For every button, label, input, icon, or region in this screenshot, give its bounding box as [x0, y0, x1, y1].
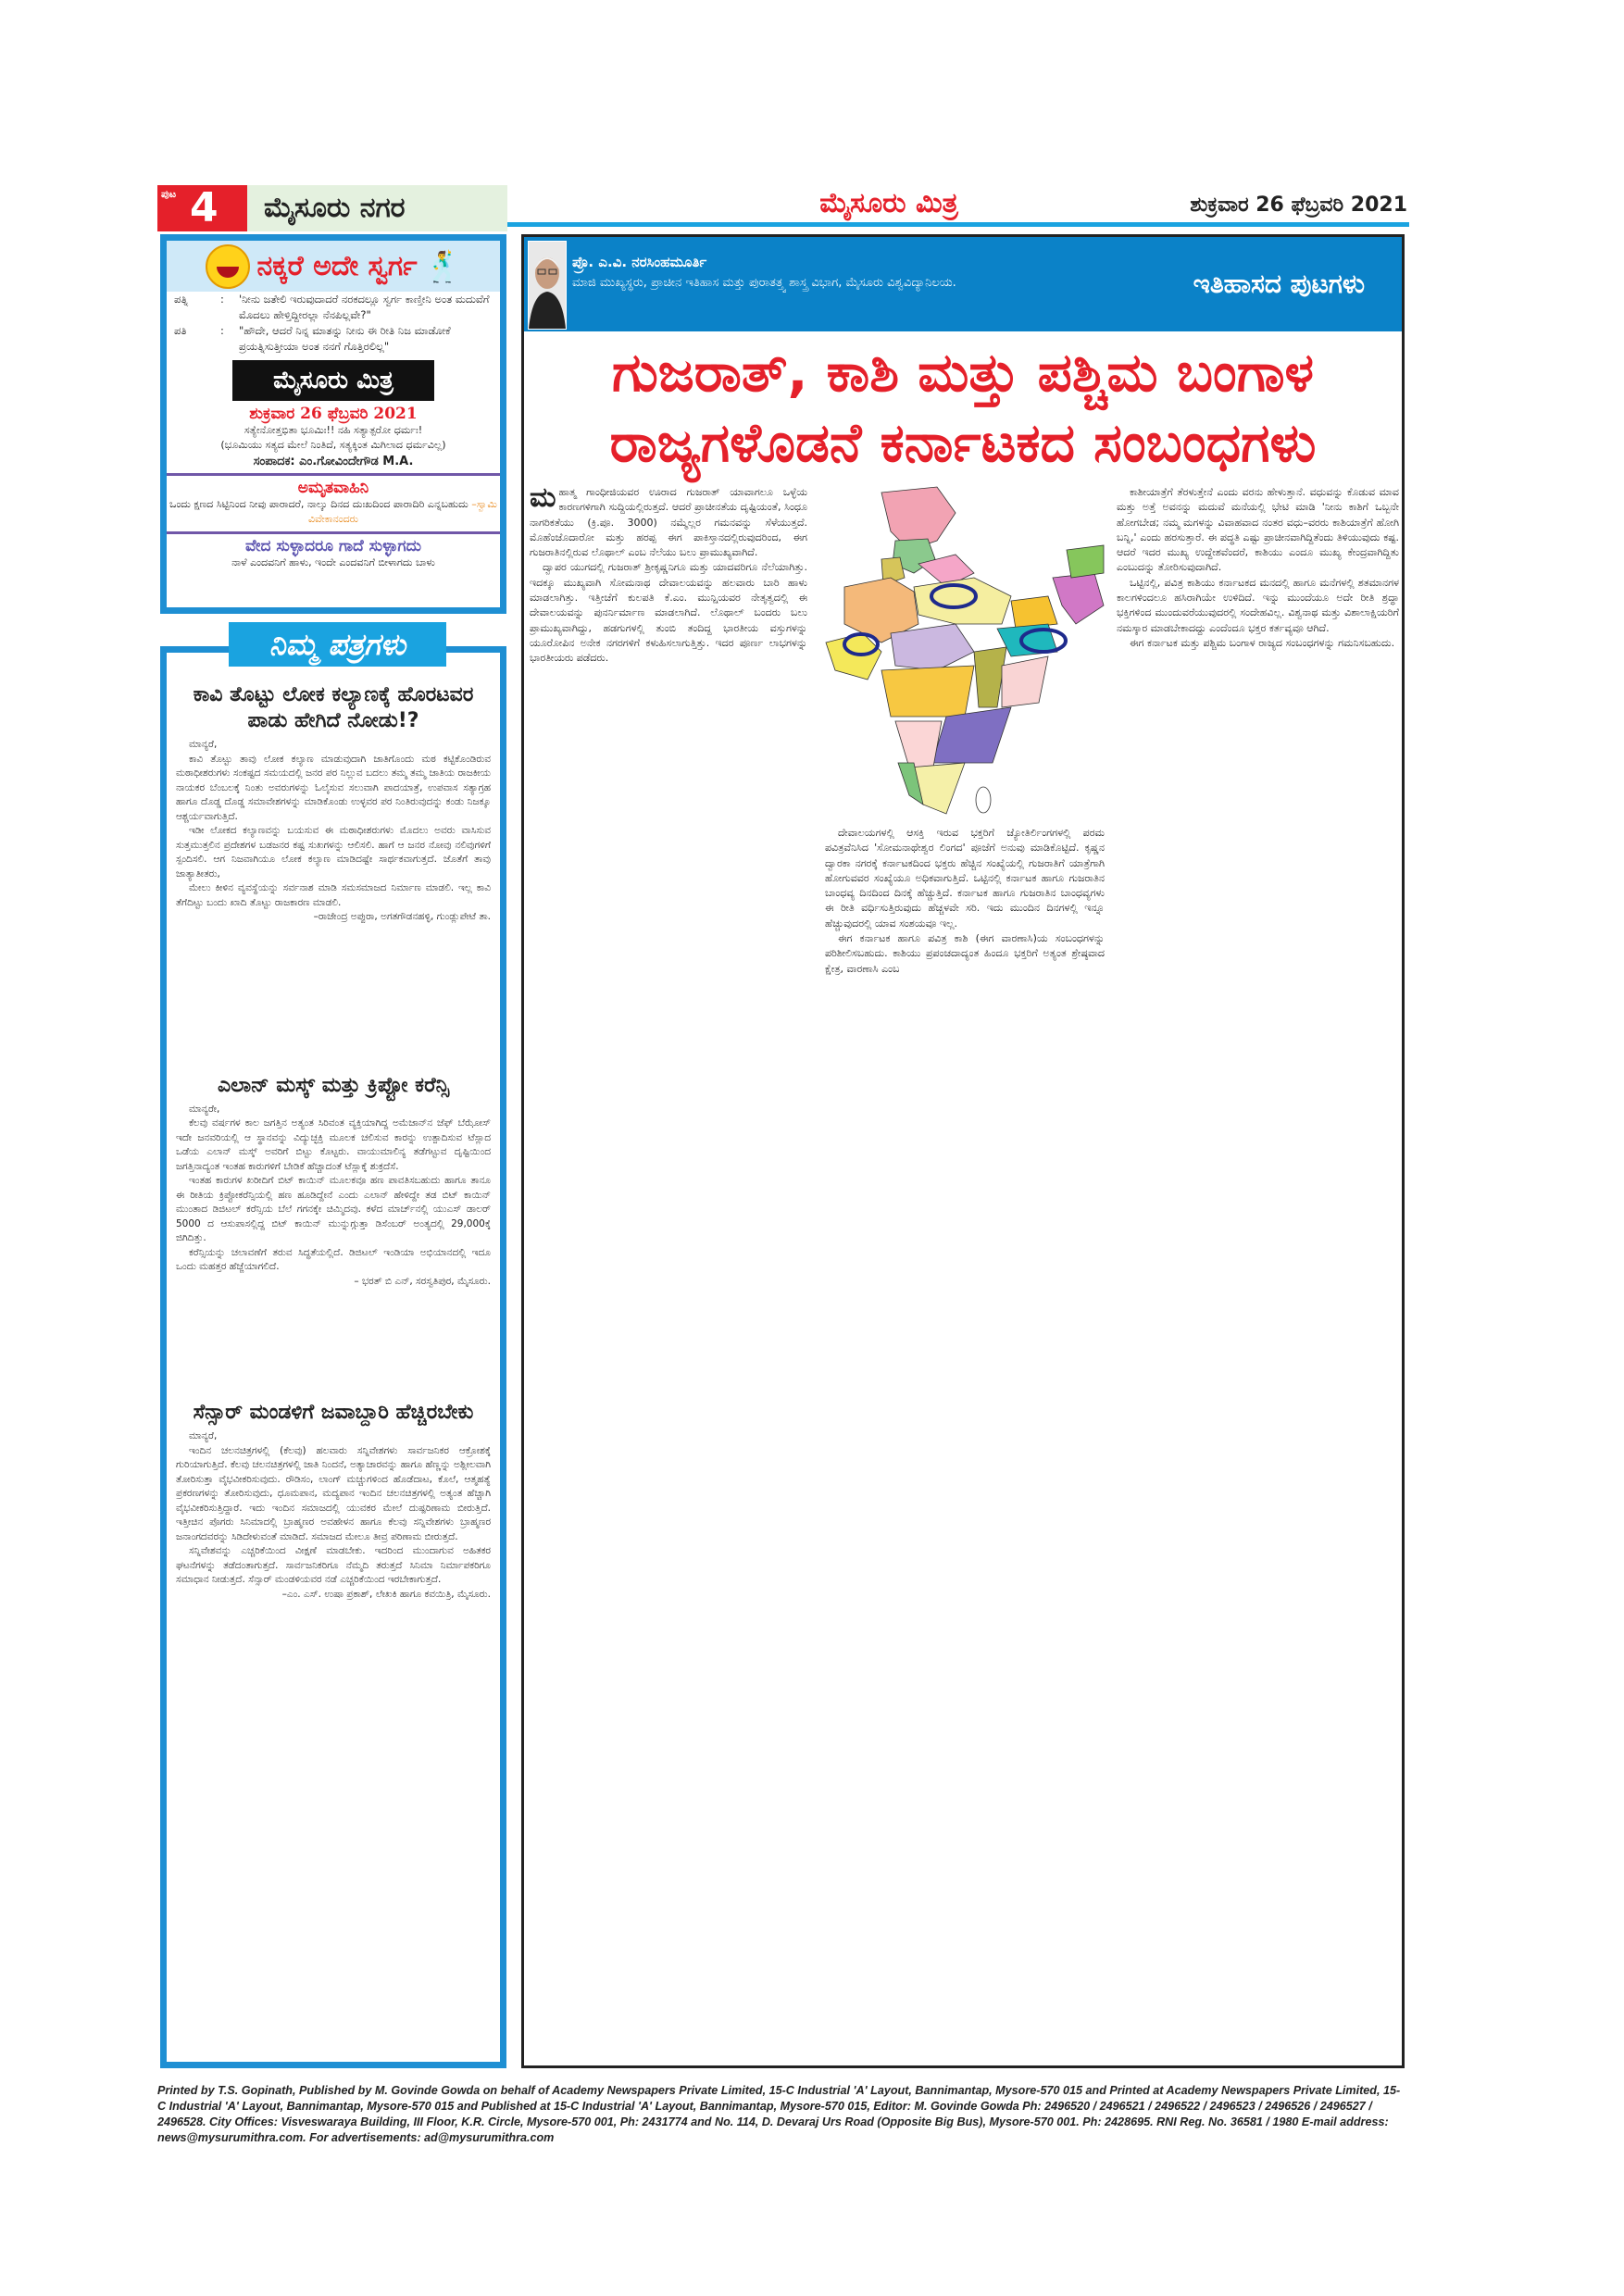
joke-text: "ಹೌದೇ, ಆದರೆ ನಿನ್ನ ಮಾತನ್ನು ನೀನು ಈ ರೀತಿ ನಿಜ ಮಾಡೋಕೆ ಪ್ರಯತ್ನಿಸುತ್ತೀಯಾ ಅಂತ ನನಗೆ ಗೊತ್ತಿರಲಿಲ್ಲ": [239, 324, 451, 353]
letter-paragraph: ಇಂದಿನ ಚಲನಚಿತ್ರಗಳಲ್ಲಿ (ಕೆಲವು) ಹಲವಾರು ಸನ್ನಿವೇಶಗಳು ಸಾರ್ವಜನಿಕರ ಆಕ್ರೋಶಕ್ಕೆ ಗುರಿಯಾಗುತ್ತಿದೆ. ಕೆಲವು ಚಲನಚಿತ್ರಗಳಲ್ಲಿ ಜಾತಿ ನಿಂದನೆ, ಅತ್ಯಾಚಾರವನ್ನು ಹಾಗೂ ಹೆಣ್ಣನ್ನು ಅಶ್ಲೀಲವಾಗಿ ತೋರಿಸುತ್ತಾ ವೈಭವೀಕರಿಸುವುದು. ರೌಡಿಸಂ, ಲಾಂಗ್ ಮಚ್ಚುಗಳಿಂದ ಹೊಡೆದಾಟ, ಕೊಲೆ, ಆತ್ಮಹತ್ಯೆ ಪ್ರಕರಣಗಳನ್ನು ತೋರಿಸುವುದು, ಧೂಮಪಾನ, ಮದ್ಯಪಾನ ಇಂದಿನ ಚಲನಚಿತ್ರಗಳಲ್ಲಿ ಅತ್ಯಂತ ಹೆಚ್ಚಾಗಿ ವೈಭವೀಕರಿಸುತ್ತಿದ್ದಾರೆ. ಇದು ಇಂದಿನ ಸಮಾಜದಲ್ಲಿ ಯುವಕರ ಮೇಲೆ ದುಷ್ಪರಿಣಾಮ ಬೀರುತ್ತಿದೆ. ಇತ್ತೀಚಿನ ಪೊಗರು ಸಿನಿಮಾದಲ್ಲಿ ಬ್ರಾಹ್ಮಣರ ಅವಹೇಳನ ಹಾಗೂ ಕೆಲವು ಸನ್ನಿವೇಶಗಳು ಬ್ರಾಹ್ಮಣರ ಜನಾಂಗದವರನ್ನು ಸಿಡಿದೇಳುವಂತೆ ಮಾಡಿದೆ. ಸಮಾಜದ ಮೇಲೂ ತೀವ್ರ ಪರಿಣಾಮ ಬೀರುತ್ತದೆ.: [176, 1444, 491, 1542]
letter-paragraph: ಕಾವಿ ತೊಟ್ಟು ತಾವು ಲೋಕ ಕಲ್ಯಾಣ ಮಾಡುವುದಾಗಿ ಜಾತಿಗೊಂದು ಮಠ ಕಟ್ಟಿಕೊಂಡಿರುವ ಮಠಾಧೀಶರುಗಳು ಸಂಕಷ್ಟದ ಸಮಯದಲ್ಲಿ ಜನರ ಪರ ನಿಲ್ಲುವ ಬದಲು ತಮ್ಮ ತಮ್ಮ ಜಾತಿಯ ರಾಜಕೀಯ ನಾಯಕರ ಬೆಂಬಲಕ್ಕೆ ನಿಂತು ಅವರುಗಳನ್ನು ಓಲೈಸುವ ಸಲುವಾಗಿ ಪಾದಯಾತ್ರೆ, ಉಪವಾಸ ಸತ್ಯಾಗ್ರಹ ಹಾಗೂ ದೊಡ್ಡ ದೊಡ್ಡ ಸಮಾವೇಶಗಳನ್ನು ಮಾಡಿಕೊಂಡು ಉಳ್ಳವರ ಪರ ನಿಂತಿರುವುದನ್ನು ಕಂಡು ನಿಜಕ್ಕೂ ಆಶ್ಚರ್ಯವಾಗುತ್ತಿದೆ.: [176, 753, 491, 822]
joke-colon: :: [220, 293, 224, 306]
portrait-icon: [529, 242, 566, 329]
joke-colon: :: [220, 324, 224, 337]
article-paragraph: ಈಗ ಕರ್ನಾಟಕ ಮತ್ತು ಪಶ್ಚಿಮ ಬಂಗಾಳ ರಾಜ್ಯದ ಸಂಬಂಧಗಳನ್ನು ಗಮನಿಸಬಹುದು.: [1130, 636, 1395, 649]
dancing-figure-icon: 🕺: [424, 248, 462, 284]
masthead-logo: ಮೈಸೂರು ಮಿತ್ರ: [819, 187, 958, 219]
article-column-2: [825, 485, 1105, 2059]
letter-paragraph: ಕರೆನ್ಸಿಯನ್ನು ಚಲಾವಣೆಗೆ ತರುವ ಸಿದ್ಧತೆಯಲ್ಲಿದೆ. ಡಿಜಿಟಲ್ ಇಂಡಿಯಾ ಅಭಿಯಾನದಲ್ಲಿ ಇದೂ ಒಂದು ಮಹತ್ತರ ಹೆಜ್ಜೆಯಾಗಲಿದೆ.: [176, 1246, 491, 1272]
quote-author: –ಸ್ವಾಮಿ ವಿವೇಕಾನಂದರು: [307, 498, 497, 525]
article-paragraph: ಈಗ ಕರ್ನಾಟಕ ಹಾಗೂ ಪವಿತ್ರ ಕಾಶಿ (ಈಗ ವಾರಣಾಸಿ)ಯ ಸಂಬಂಧಗಳನ್ನು ಪರಿಶೀಲಿಸಬಹುದು. ಕಾಶಿಯು ಪ್ರಪಂಚದಾದ್ಯಂತ ಹಿಂದೂ ಭಕ್ತರಿಗೆ ಅತ್ಯಂತ ಶ್ರೇಷ್ಠವಾದ ಕ್ಷೇತ್ರ, ವಾರಣಾಸಿ ಎಂಬ: [825, 932, 1105, 975]
proverb-text: ನಾಳೆ ಎಂದವನಿಗೆ ಹಾಳು, ಇಂದೇ ಎಂದವನಿಗೆ ಬೀಳಾಗದು ಬಾಳು: [231, 556, 435, 568]
joke-banner: [167, 241, 500, 292]
drop-cap: ಮ: [530, 485, 556, 514]
section-title: ಮೈಸೂರು ನಗರ: [247, 185, 507, 231]
amrutavahini-title: ಅಮೃತವಾಹಿನಿ: [297, 479, 369, 497]
divider: [167, 473, 500, 476]
article-paragraph: ದೇವಾಲಯಗಳಲ್ಲಿ ಆಸಕ್ತಿ ಇರುವ ಭಕ್ತರಿಗೆ ಜ್ಯೋತಿರ್ಲಿಂಗಗಳಲ್ಲಿ ಪರಮ ಪವಿತ್ರವೆನಿಸಿದ 'ಸೋಮನಾಥೇಶ್ವರ ಲಿಂಗದ' ಪೂಜೆಗೆ ಅನುವು ಮಾಡಿಕೊಟ್ಟಿದೆ. ಕೃಷ್ಣನ ದ್ವಾರಕಾ ನಗರಕ್ಕೆ ಕರ್ನಾಟಕದಿಂದ ಭಕ್ತರು ಹೆಚ್ಚಿನ ಸಂಖ್ಯೆಯಲ್ಲಿ ಗುಜರಾತಿಗೆ ಯಾತ್ರೆಗಾಗಿ ಹೋಗುವವರ ಸಂಖ್ಯೆಯೂ ಅಧಿಕವಾಗುತ್ತಿದೆ. ಒಟ್ಟಿನಲ್ಲಿ ಕರ್ನಾಟಕ ಹಾಗೂ ಗುಜರಾತಿನ ಬಾಂಧವ್ಯ ದಿನದಿಂದ ದಿನಕ್ಕೆ ಹೆಚ್ಚುತ್ತಿದೆ. ಕರ್ನಾಟಕ ಹಾಗೂ ಗುಜರಾತಿನ ಬಾಂಧವ್ಯಗಳು ಈ ರೀತಿ ವರ್ಧಿಸುತ್ತಿರುವುದು ಹೆಚ್ಚಳವೇ ಸರಿ. ಇದು ಮುಂದಿನ ದಿನಗಳಲ್ಲಿ ಇನ್ನೂ ಹೆಚ್ಚುವುದರಲ್ಲಿ ಯಾವ ಸಂಶಯವೂ ಇಲ್ಲ.: [825, 827, 1105, 930]
author-name: ಪ್ರೊ. ಎ.ವಿ. ನರಸಿಂಹಮೂರ್ತಿ: [572, 254, 707, 270]
series-title: ಇತಿಹಾಸದ ಪುಟಗಳು: [1193, 268, 1365, 299]
letter-salutation: ಮಾನ್ಯರೇ,: [189, 1103, 220, 1115]
author-photo: [528, 241, 567, 330]
article-column-1: [530, 485, 807, 2059]
letter: [176, 682, 491, 925]
article-headline: [524, 337, 1402, 478]
joke-speaker: ಪತ್ನಿ: [174, 293, 189, 306]
joke-title: ನಕ್ಕರೆ ಅದೇ ಸ್ವರ್ಗ: [256, 250, 418, 282]
motto: ಸತ್ಯೇನೋತ್ತಭಿತಾ ಭೂಮಿಃ!! ನಹಿ ಸತ್ಯಾತ್ಪರೋ ಧರ್ಮಃ!: [244, 424, 423, 436]
amrutavahini-quote: [167, 497, 500, 527]
letter-headline: ಸೆನ್ಸಾರ್ ಮಂಡಳಿಗೆ ಜವಾಬ್ದಾರಿ ಹೆಚ್ಚಿರಬೇಕು: [193, 1401, 474, 1424]
article-paragraph: ದ್ವಾಪರ ಯುಗದಲ್ಲಿ ಗುಜರಾತ್ ಶ್ರೀಕೃಷ್ಣನಿಗೂ ಮತ್ತು ಯಾದವರಿಗೂ ನೆಲೆಯಾಗಿತ್ತು. ಇದಕ್ಕೂ ಮುಖ್ಯವಾಗಿ ಸೋಮನಾಥ ದೇವಾಲಯವನ್ನು ಹಲವಾರು ಬಾರಿ ಹಾಳು ಮಾಡಲಾಗಿತ್ತು. ಇತ್ತೀಚೆಗೆ ಕುಲಪತಿ ಕೆ.ಎಂ. ಮುನ್ಷಿಯವರ ನೇತೃತ್ವದಲ್ಲಿ ಈ ದೇವಾಲಯವನ್ನು ಪುನರ್ನಿರ್ಮಾಣ ಮಾಡಲಾಗಿದೆ. ಲೊಥಾಲ್ ಬಂದರು ಬಲು ಪ್ರಾಮುಖ್ಯವಾಗಿದ್ದು, ಹಡಗುಗಳಲ್ಲಿ ತುಂಬಿ ತಂದಿದ್ದ ಭಾರತೀಯ ವಸ್ತುಗಳನ್ನು ಯೂರೋಪಿನ ಅನೇಕ ನಗರಗಳಿಗೆ ಕಳುಹಿಸಲಾಗುತ್ತಿತ್ತು. ಇದರ ಪೂರ್ಣ ಲಾಭಗಳನ್ನು ಭಾರತೀಯರು ಪಡೆದರು.: [530, 561, 807, 665]
article-paragraph: ಕಾಶೀಯಾತ್ರೆಗೆ ತೆರಳುತ್ತೇನೆ ಎಂದು ವರನು ಹೇಳುತ್ತಾನೆ. ವಧುವನ್ನು ಕೊಡುವ ಮಾವ ಮತ್ತು ಅತ್ತೆ ಅವನನ್ನು ಮದುವೆ ಮನೆಯಲ್ಲಿ ಭೇಟಿ ಮಾಡಿ 'ನೀನು ಕಾಶಿಗೆ ಒಬ್ಬನೇ ಹೋಗಬೇಡ; ನಮ್ಮ ಮಗಳನ್ನು ವಿವಾಹವಾದ ನಂತರ ವಧು–ವರರು ಕಾಶಿಯಾತ್ರೆಗೆ ಹೋಗಿ ಬನ್ನಿ,' ಎಂದು ಹರಸುತ್ತಾರೆ. ಈ ಪದ್ಧತಿ ಎಷ್ಟು ಪ್ರಾಚೀನವಾಗಿದ್ದಿತೆಂದು ತಿಳಿಯುವುದು ಕಷ್ಟ. ಆದರೆ ಇದರ ಮುಖ್ಯ ಉದ್ದೇಶವೆಂದರೆ, ಕಾಶಿಯು ಎಂದೂ ಮುಖ್ಯ ಕೇಂದ್ರವಾಗಿದ್ದಿತು ಎಂಬುದನ್ನು ತೋರಿಸುವುದಾಗಿದೆ.: [1117, 486, 1399, 574]
letter-paragraph: ಇಡೀ ಲೋಕದ ಕಲ್ಯಾಣವನ್ನು ಬಯಸುವ ಈ ಮಠಾಧೀಶರುಗಳು ಮೊದಲು ಅವರು ವಾಸಿಸುವ ಸುತ್ತಮುತ್ತಲಿನ ಪ್ರದೇಶಗಳ ಬಡಜನರ ಕಷ್ಟ ಸುಖಗಳನ್ನು ಆಲಿಸಲಿ. ಹಾಗೆ ಆ ಜನರ ನೋವು ನಲಿವುಗಳಿಗೆ ಸ್ಪಂದಿಸಲಿ. ಆಗ ನಿಜವಾಗಿಯೂ ಲೋಕ ಕಲ್ಯಾಣ ಮಾಡಿದಷ್ಟೇ ಸಾರ್ಥಕವಾಗುತ್ತದೆ. ಜೊತೆಗೆ ತಾವು ಜಾತ್ಯಾತೀತರು,: [176, 825, 491, 880]
headline-line-2: ರಾಜ್ಯಗಳೊಡನೆ ಕರ್ನಾಟಕದ ಸಂಬಂಧಗಳು: [609, 411, 1317, 474]
article-column-3: [1117, 485, 1399, 2059]
joke-line: [167, 323, 500, 355]
history-article: [521, 234, 1405, 2068]
newspaper-logo: ಮೈಸೂರು ಮಿತ್ರ: [232, 360, 434, 401]
letters-section: [160, 646, 506, 2068]
letter-signature: –ರಾಜೇಂದ್ರ ಅಪ್ಪುರಾ, ಅಗತಗೌಡನಹಳ್ಳಿ, ಗುಂಡ್ಲುಪೇಟೆ ತಾ.: [313, 911, 491, 922]
letter-paragraph: ಇಂತಹ ಕಾರುಗಳ ಖರೀದಿಗೆ ಬಿಟ್ ಕಾಯಿನ್ ಮೂಲಕವೂ ಹಣ ಪಾವತಿಸಬಹುದು ಹಾಗೂ ತಾನೂ ಈ ರೀತಿಯ ಕ್ರಿಪ್ಟೋಕರೆನ್ಸಿಯಲ್ಲಿ ಹಣ ಹೂಡಿದ್ದೇನೆ ಎಂದು ಎಲಾನ್ ಹೇಳಿದ್ದೇ ತಡ ಬಿಟ್ ಕಾಯಿನ್ ಮುಂತಾದ ಡಿಜಿಟಲ್ ಕರೆನ್ಸಿಯ ಬೆಲೆ ಗಗನಕ್ಕೇ ಚಿಮ್ಮಿದವು. ಕಳೆದ ಮಾರ್ಚ್‌ನಲ್ಲಿ ಯುಎಸ್ ಡಾಲರ್ 5000 ದ ಆಸುಪಾಸಲ್ಲಿದ್ದ ಬಿಟ್ ಕಾಯಿನ್ ಮುನ್ನುಗ್ಗುತ್ತಾ ಡಿಸೆಂಬರ್ ಅಂತ್ಯದಲ್ಲಿ 29,000ಕ್ಕೆ ಜಿಗಿದಿತ್ತು.: [176, 1175, 491, 1243]
letter-salutation: ಮಾನ್ಯರೆ,: [189, 739, 218, 750]
laughing-smiley-icon: [206, 244, 250, 289]
letter-signature: –ಎಂ. ಎಸ್. ಉಷಾ ಪ್ರಕಾಶ್, ಲೇಖಕಿ ಹಾಗೂ ಕವಯಿತ್ರಿ, ಮೈಸೂರು.: [281, 1588, 491, 1600]
page-label: ಪುಟ: [161, 188, 177, 200]
logo-date: ಶುಕ್ರವಾರ 26 ಫೆಬ್ರವರಿ 2021: [249, 405, 418, 423]
joke-text: 'ನೀನು ಜತೇಲಿ ಇರುವುದಾದರೆ ನರಕದಲ್ಲೂ ಸ್ವರ್ಗ ಕಾಣ್ತೀನಿ ಅಂತ ಮದುವೆಗೆ ಮೊದಲು ಹೇಳ್ತಿದ್ದೀರಲ್ಲಾ ನೆನಪಿಲ್ಲವೇ?": [239, 293, 490, 321]
proverb-title: ವೇದ ಸುಳ್ಳಾದರೂ ಗಾದೆ ಸುಳ್ಳಾಗದು: [245, 537, 421, 555]
letter-paragraph: ಸನ್ನಿವೇಶವನ್ನು ಎಚ್ಚರಿಕೆಯಿಂದ ವೀಕ್ಷಣೆ ಮಾಡಬೇಕು. ಇದರಿಂದ ಮುಂದಾಗುವ ಅಹಿತಕರ ಘಟನೆಗಳನ್ನು ತಡೆದಂತಾಗುತ್ತದೆ. ಸಾರ್ವಜನಿಕರಿಗೂ ನೆಮ್ಮದಿ ತರುತ್ತದೆ ಸಿನಿಮಾ ನಿರ್ಮಾಪಕರಿಗೂ ಸಮಾಧಾನ ನೀಡುತ್ತದೆ. ಸೆನ್ಸಾರ್ ಮಂಡಳಿಯವರ ನಡೆ ಎಚ್ಚರಿಕೆಯಿಂದ ಇರಬೇಕಾಗುತ್ತದೆ.: [176, 1545, 491, 1585]
letter: [176, 1400, 491, 1602]
joke-speaker: ಪತಿ: [174, 324, 187, 337]
letter: [176, 1073, 491, 1290]
letter-signature: – ಭರತ್ ಬಿ ಎನ್, ಸರಸ್ವತಿಪುರ, ಮೈಸೂರು.: [354, 1275, 491, 1287]
article-paragraph: ಒಟ್ಟಿನಲ್ಲಿ, ಪವಿತ್ರ ಕಾಶಿಯು ಕರ್ನಾಟಕದ ಮನದಲ್ಲಿ ಹಾಗೂ ಮನೆಗಳಲ್ಲಿ ಶತಮಾನಗಳ ಕಾಲಗಳಿಂದಲೂ ಹಸಿರಾಗಿಯೇ ಉಳಿದಿದೆ. ಇನ್ನು ಮುಂದೆಯೂ ಅದೇ ರೀತಿ ಶ್ರದ್ಧಾ ಭಕ್ತಿಗಳಿಂದ ಮುಂದುವರೆಯುವುದರಲ್ಲಿ ಸಂದೇಹವಿಲ್ಲ. ವಿಶ್ವನಾಥ ಮತ್ತು ವಿಶಾಲಾಕ್ಷಿಯರಿಗೆ ನಮಸ್ಕಾರ ಮಾಡಬೇಕಾದದ್ದು ಎಂದೆಂದೂ ಭಕ್ತರ ಕರ್ತವ್ಯವೂ ಆಗಿದೆ.: [1117, 576, 1399, 634]
letter-salutation: ಮಾನ್ಯರೆ,: [189, 1430, 218, 1441]
joke-line: [167, 292, 500, 323]
header-divider: [507, 222, 1409, 227]
letter-paragraph: ಕೆಲವು ವರ್ಷಗಳ ಕಾಲ ಜಗತ್ತಿನ ಅತ್ಯಂತ ಸಿರಿವಂತ ವ್ಯಕ್ತಿಯಾಗಿದ್ದ ಅಮೆಜಾನ್‌ನ ಜೆಫ್ ಬೆಝೋಸ್ ಇದೇ ಜನವರಿಯಲ್ಲಿ ಆ ಸ್ಥಾನವನ್ನು ವಿದ್ಯುಚ್ಛಕ್ತಿ ಮೂಲಕ ಚಲಿಸುವ ಕಾರನ್ನು ಉತ್ಪಾದಿಸುವ ಟೆಸ್ಲಾದ ಒಡೆಯ ಎಲಾನ್ ಮಸ್ಕ್ ಅವರಿಗೆ ಬಿಟ್ಟು ಕೊಟ್ಟರು. ವಾಯುಮಾಲಿನ್ಯ ತಡೆಗಟ್ಟುವ ದೃಷ್ಟಿಯಿಂದ ಜಗತ್ತಿನಾದ್ಯಂತ ಇಂತಹ ಕಾರುಗಳಿಗೆ ಬೇಡಿಕೆ ಹೆಚ್ಚಾದಂತೆ ಟೆಸ್ಲಾಕ್ಕೆ ಶುಕ್ರದೆಸೆ.: [176, 1117, 491, 1172]
author-band: [524, 237, 1402, 331]
quote-text: ಒಂದು ಕ್ಷಣದ ಸಿಟ್ಟಿನಿಂದ ನೀವು ಪಾರಾದರೆ, ನಾಲ್ಕು ದಿನದ ದುಃಖದಿಂದ ಪಾರಾದಿರಿ ಎನ್ನಬಹುದು: [169, 498, 468, 510]
letters-banner: ನಿಮ್ಮ ಪತ್ರಗಳು: [229, 622, 446, 667]
issue-date: ಶುಕ್ರವಾರ 26 ಫೆಬ್ರವರಿ 2021: [1190, 193, 1407, 217]
letter-paragraph: ಮೇಲು ಕೀಳಿನ ವ್ಯವಸ್ಥೆಯನ್ನು ಸರ್ವನಾಶ ಮಾಡಿ ಸಮಸಮಾಜದ ನಿರ್ಮಾಣ ಮಾಡಲಿ. ಇಲ್ಲ ಕಾವಿ ತೆಗೆದಿಟ್ಟು ಬಂದು ಖಾದಿ ತೊಟ್ಟು ರಾಜಕಾರಣ ಮಾಡಲಿ.: [176, 882, 491, 908]
motto-translation: (ಭೂಮಿಯು ಸತ್ಯದ ಮೇಲೆ ನಿಂತಿದೆ, ಸತ್ಯಕ್ಕಿಂತ ಮಿಗಿಲಾದ ಧರ್ಮವಿಲ್ಲ): [220, 439, 446, 451]
headline-line-1: ಗುಜರಾತ್, ಕಾಶಿ ಮತ್ತು ಪಶ್ಚಿಮ ಬಂಗಾಳ: [611, 341, 1315, 404]
page-number-box: [157, 185, 247, 231]
editorial-box: [160, 234, 506, 614]
page-number: 4: [190, 184, 219, 231]
divider: [167, 531, 500, 534]
letter-headline: ಕಾವಿ ತೊಟ್ಟು ಲೋಕ ಕಲ್ಯಾಣಕ್ಕೆ ಹೊರಟವರ ಪಾಡು ಹೇಗಿದೆ ನೋಡು!?: [193, 683, 474, 732]
article-paragraph: ಹಾತ್ಮ ಗಾಂಧೀಜಿಯವರ ಊರಾದ ಗುಜರಾತ್ ಯಾವಾಗಲೂ ಒಳ್ಳೆಯ ಕಾರಣಗಳಿಗಾಗಿ ಸುದ್ದಿಯಲ್ಲಿರುತ್ತದೆ. ಆದರೆ ಪ್ರಾಚೀನತೆಯ ದೃಷ್ಟಿಯಂತೆ, ಸಿಂಧೂ ನಾಗರಿಕತೆಯು (ಕ್ರಿ.ಪೂ. 3000) ನಮ್ಮೆಲ್ಲರ ಗಮನವನ್ನು ಸೆಳೆಯುತ್ತದೆ. ಮೊಹೆಂಜೊದಾರೋ ಮತ್ತು ಹರಪ್ಪ ಈಗ ಪಾಕಿಸ್ತಾನದಲ್ಲಿರುವುದರಿಂದ, ಈಗ ಗುಜರಾತಿನಲ್ಲಿರುವ ಲೊಥಾಲ್ ಎಂಬ ನೆಲೆಯು ಬಲು ಪ್ರಾಮುಖ್ಯವಾಗಿದೆ.: [530, 486, 807, 559]
editor-credit: ಸಂಪಾದಕ: ಎಂ.ಗೋವಿಂದೇಗೌಡ M.A.: [253, 455, 414, 468]
print-line-footer: Printed by T.S. Gopinath, Published by M. Govinde Gowda on behalf of Academy Newspapers Private Limited, 15-C Industrial 'A' Layout, Bannimantap, Mysore-570 015 and Printed at Academy Newspapers Private Limited, 15-C Industrial 'A' Layout, Bannimantap, Mysore-570 015 and Published at 15-C Industrial 'A' Layout, Bannimantap, Mysore-570 015, Editor: M. Govinde Gowda Ph: 2496520 / 2496521 / 2496522 / 2496523 / 2496526 / 2496527 / 2496528. City Offices: Visveswaraya Building, III Floor, K.R. Circle, Mysore-570 001, Ph: 2431774 and No. 114, D. Devaraj Urs Road (Opposite Big Bus), Mysore-570 001. Ph: 2428695. RNI Reg. No. 36581 / 1980 E-mail address: news@mysurumithra.com. For advertisements: ad@mysurumithra.com: [157, 2084, 1401, 2144]
author-description: ಮಾಜಿ ಮುಖ್ಯಸ್ಥರು, ಪ್ರಾಚೀನ ಇತಿಹಾಸ ಮತ್ತು ಪುರಾತತ್ತ್ವ ಶಾಸ್ತ್ರ ವಿಭಾಗ, ಮೈಸೂರು ವಿಶ್ವವಿದ್ಯಾನಿಲಯ.: [572, 276, 956, 290]
india-map-image: [825, 485, 1105, 818]
letter-headline: ಎಲಾನ್ ಮಸ್ಕ್ ಮತ್ತು ಕ್ರಿಪ್ಟೋ ಕರೆನ್ಸಿ: [218, 1073, 449, 1097]
